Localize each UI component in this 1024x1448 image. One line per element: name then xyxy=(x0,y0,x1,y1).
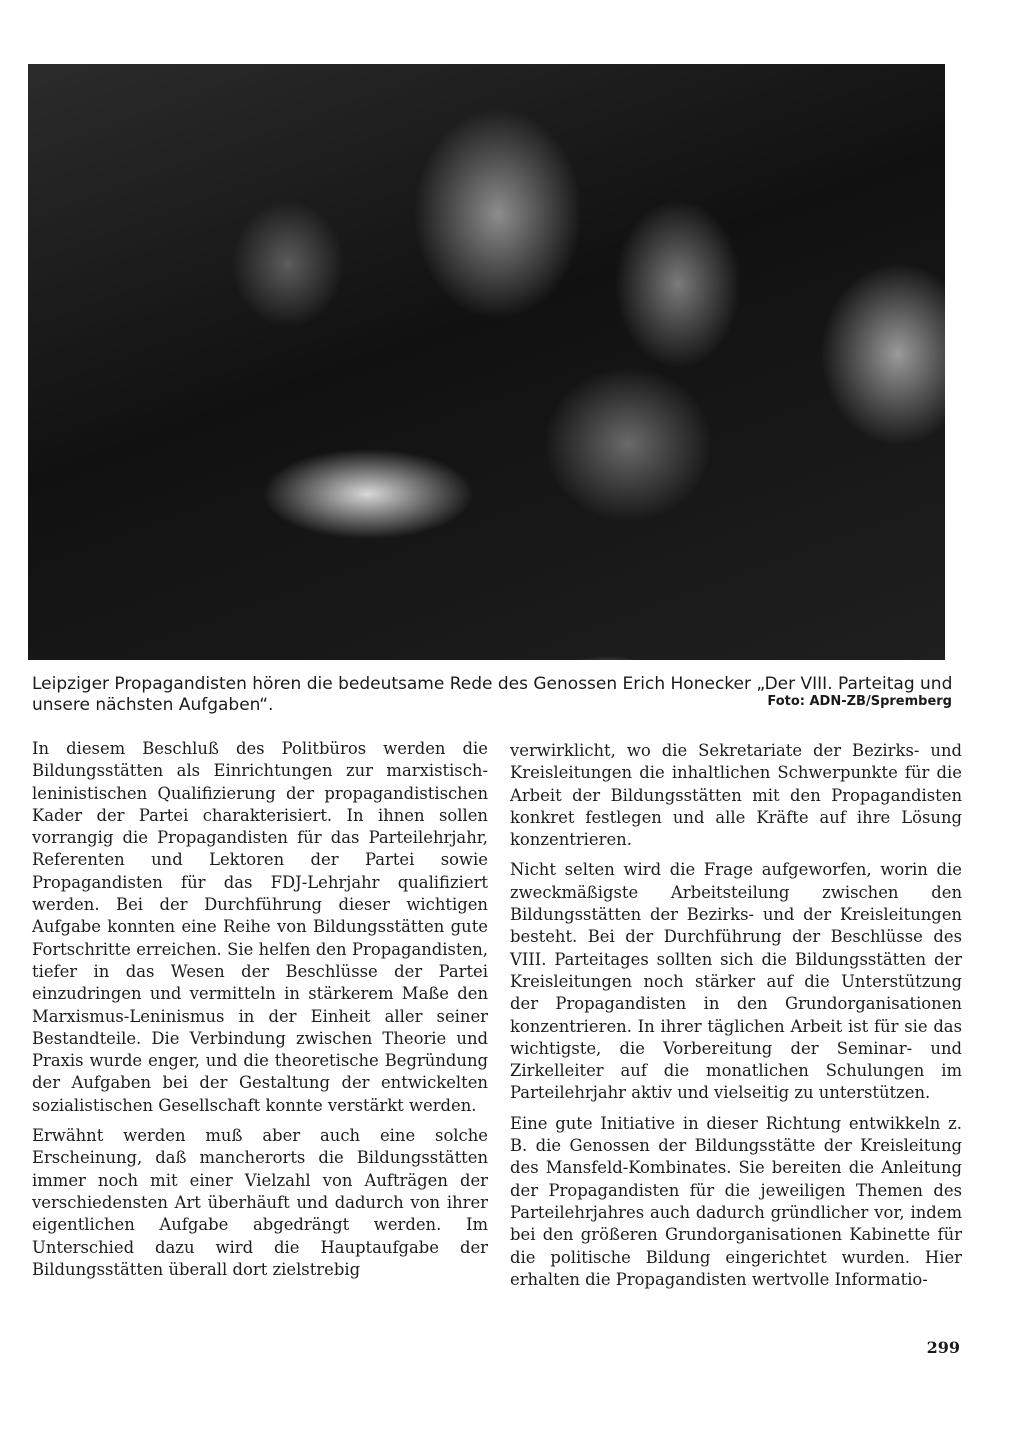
audience-photo xyxy=(28,64,945,660)
right-column xyxy=(510,740,962,1299)
paragraph: Eine gute Initiative in dieser Richtung entwikkeln z. B. die Genossen der Bildungsstätte der Kreisleitung des Mansfeld-Kombinates. Sie bereiten die Anleitung der Propagandisten für die jeweiligen Themen des Parteilehrjahres auch dadurch gründlicher vor, indem bei den größeren Grundorganisationen Kabinette für die politische Bildung eingerichtet wurden. Hier erhalten die Propagandisten wertvolle Informatio- xyxy=(510,1113,962,1289)
photo-credit: Foto: ADN-ZB/Spremberg xyxy=(767,694,952,709)
left-column xyxy=(32,738,488,1289)
paragraph: verwirklicht, wo die Sekretariate der Bezirks- und Kreisleitungen die inhaltlichen Schwerpunkte für die Arbeit der Bildungsstätten mit den Propagandisten konkret festlegen und alle Kräfte auf ihre Lösung konzentrieren. xyxy=(510,741,962,850)
photo-caption: Leipziger Propagandisten hören die bedeutsame Rede des Genossen Erich Honecker „Der VIII. Parteitag und unsere nächsten Aufgaben“. xyxy=(32,674,953,715)
paragraph: In diesem Beschluß des Politbüros werden die Bildungsstätten als Einrichtungen zur marxistisch-leninistischen Qualifizierung der propagandistischen Kader der Partei charakterisiert. In ihnen sollen vorrangig die Propagandisten für das Parteilehrjahr, Referenten und Lektoren der Partei sowie Propagandisten für das FDJ-Lehrjahr qualifiziert werden. Bei der Durchführung dieser wichtigen Aufgabe konnten eine Reihe von Bildungsstätten gute Fortschritte erreichen. Sie helfen den Propagandisten, tiefer in das Wesen der Beschlüsse der Partei einzudringen und vermitteln in stärkerem Maße den Marxismus-Leninismus in der Einheit aller seiner Bestandteile. Die Verbindung zwischen Theorie und Praxis wurde enger, und die theoretische Begründung der Aufgaben bei der Gestaltung der entwickelten sozialistischen Gesellschaft konnte verstärkt werden. xyxy=(32,739,488,1115)
paragraph: Erwähnt werden muß aber auch eine solche Erscheinung, daß mancherorts die Bildungsstätten immer noch mit einer Vielzahl von Aufträgen der verschiedensten Art überhäuft und dadurch von ihrer eigentlichen Aufgabe abgedrängt werden. Im Unterschied dazu wird die Hauptaufgabe der Bildungsstätten überall dort zielstrebig xyxy=(32,1126,488,1279)
page-number: 299 xyxy=(926,1338,960,1357)
paragraph: Nicht selten wird die Frage aufgeworfen, worin die zweckmäßigste Arbeitsteilung zwischen den Bildungsstätten der Bezirks- und der Kreisleitungen besteht. Bei der Durchführung der Beschlüsse des VIII. Parteitages sollten sich die Bildungsstätten der Kreisleitungen noch stärker auf die Unterstützung der Propagandisten in den Grundorganisationen konzentrieren. In ihrer täglichen Arbeit ist für sie das wichtigste, die Vorbereitung der Seminar- und Zirkelleiter auf die monatlichen Schulungen im Parteilehrjahr aktiv und vielseitig zu unterstützen. xyxy=(510,860,962,1103)
